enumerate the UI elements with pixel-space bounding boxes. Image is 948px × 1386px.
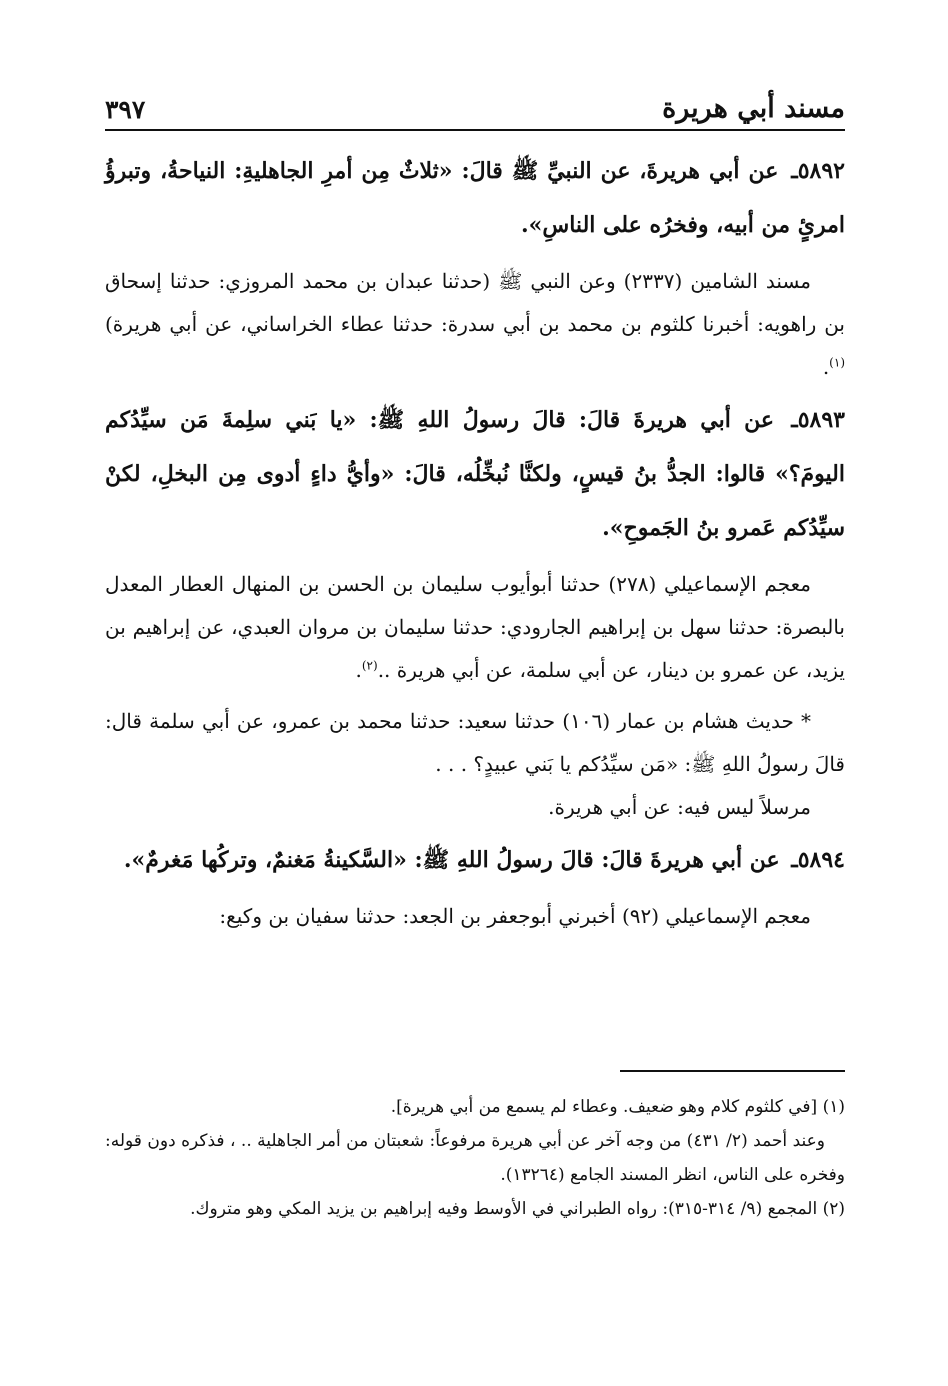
takhrij-text: معجم الإسماعيلي (٢٧٨) حدثنا أبوأيوب سليمان بن الحسن بن المنهال العطار المعدل بالبصرة: حدثنا سهل بن إبراهيم الجارودي: حدثنا سليمان بن مروان العبدي، عن إبراهيم بن يزيد، عن عمرو بن دينار، عن أبي سلمة، عن أبي هريرة .. [105, 572, 845, 682]
running-header [105, 78, 845, 124]
main-text [105, 140, 845, 938]
header-rule [105, 129, 845, 131]
note-paragraph [105, 700, 845, 786]
takhrij-text: معجم الإسماعيلي (٩٢) أخبرني أبوجعفر بن الجعد: حدثنا سفيان بن وكيع: [219, 904, 811, 928]
note-text: مرسلاً ليس فيه: عن أبي هريرة. [548, 795, 811, 819]
takhrij-text: مسند الشامين (٢٣٣٧) وعن النبي ﷺ (حدثنا عبدان بن محمد المروزي: حدثنا إسحاق بن راهويه: أخبرنا كلثوم بن محمد بن أبي سدرة: حدثنا عطاء الخراساني، عن أبي هريرة) [105, 269, 845, 336]
footnote-ref[interactable]: (٢) [361, 658, 378, 673]
note-paragraph [105, 786, 845, 829]
footnote-rule [620, 1070, 845, 1072]
takhrij-tail: . [822, 355, 830, 379]
hadith-5892 [105, 144, 845, 252]
hadith-5893 [105, 393, 845, 555]
hadith-number: ٥٨٩٣ـ [791, 407, 845, 433]
takhrij-tail: . [355, 658, 362, 682]
footnote-2: (٢) المجمع (٩/ ٣١٤-٣١٥): رواه الطبراني في الأوسط وفيه إبراهيم بن يزيد المكي وهو متروك. [190, 1199, 845, 1219]
note-text: * حديث هشام بن عمار (١٠٦) حدثنا سعيد: حدثنا محمد بن عمرو، عن أبي سلمة قال: قالَ رسولُ اللهِ ﷺ: «مَن سيِّدُكم يا بَني عبيدٍ؟ . . . [105, 709, 845, 776]
footnote-1: (١) [في كلثوم كلام وهو ضعيف. وعطاء لم يسمع من أبي هريرة]. [390, 1097, 845, 1117]
footnotes [105, 1090, 845, 1226]
page-number: ٣٩٧ [105, 95, 146, 124]
hadith-text: عن أبي هريرةَ، عن النبيِّ ﷺ قالَ: «ثلاثٌ مِن أمرِ الجاهليةِ: النياحةُ، وتبرؤُ امرئٍ من أبيه، وفخرُه على الناسِ». [105, 158, 845, 238]
hadith-5894 [105, 833, 845, 887]
hadith-text: عن أبي هريرةَ قالَ: قالَ رسولُ اللهِ ﷺ: «يا بَني سلِمةَ مَن سيِّدُكم اليومَ؟» قالوا: الجدُّ بنُ قيسٍ، ولكنَّا نُبخِّلُه، قالَ: «وأيُّ داءٍ أدوى مِن البخلِ، لكنْ سيِّدُكم عَمرو بنُ الجَموحِ». [105, 407, 845, 541]
footnote-1-continued: وعند أحمد (٢/ ٤٣١) من وجه آخر عن أبي هريرة مرفوعاً: شعبتان من أمر الجاهلية .. ، فذكره دون قوله: وفخره على الناس، انظر المسند الجامع (١٣٢٦٤). [105, 1131, 845, 1185]
book-title: مسند أبي هريرة [662, 93, 845, 124]
takhrij-paragraph [105, 895, 845, 938]
hadith-text: عن أبي هريرةَ قالَ: قالَ رسولُ اللهِ ﷺ: «السَّكينةُ مَغنمٌ، وتركُها مَغرمٌ». [123, 847, 780, 873]
takhrij-paragraph [105, 260, 845, 389]
takhrij-paragraph [105, 563, 845, 692]
hadith-number: ٥٨٩٤ـ [791, 847, 845, 873]
hadith-number: ٥٨٩٢ـ [791, 158, 845, 184]
footnote-ref[interactable]: (١) [829, 355, 845, 370]
